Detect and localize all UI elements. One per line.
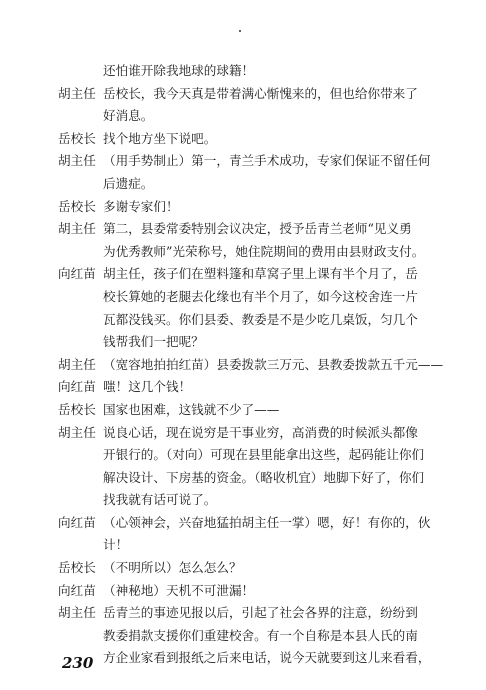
script-text-block	[58, 60, 470, 670]
dialogue-line	[58, 263, 470, 286]
dialogue-text: （心领神会，兴奋地猛拍胡主任一掌）嗯，好！有你的，伙	[103, 514, 431, 530]
dialogue-text: 钱帮我们一把呢？	[103, 334, 204, 350]
speaker-label	[58, 331, 103, 354]
speaker-label: 胡主任	[58, 356, 96, 372]
dialogue-text: 为优秀教师”光荣称号，她住院期间的费用由县财政支付。	[103, 243, 425, 259]
speaker-label: 岳校长	[58, 401, 96, 417]
speaker-label	[58, 625, 103, 648]
dialogue-line	[58, 286, 470, 309]
dialogue-text: 岳校长，我今天真是带着满心惭愧来的，但也给你带来了	[103, 85, 418, 101]
dialogue-line	[58, 467, 470, 490]
dialogue-text: 解决设计、下房基的资金。（略收机宜）地脚下好了，你们	[103, 469, 425, 485]
dialogue-text: 嗤！这几个钱！	[103, 379, 192, 395]
ink-speck	[239, 30, 241, 32]
dialogue-line	[58, 105, 470, 128]
speaker-label: 胡主任	[58, 424, 96, 440]
speaker-label: 岳校长	[58, 560, 96, 576]
dialogue-line	[58, 173, 470, 196]
dialogue-text: 国家也困难，这钱就不少了——	[103, 401, 280, 417]
speaker-label: 胡主任	[58, 221, 96, 237]
dialogue-text: 说良心话，现在说穷是干事业穷，高消费的时候派头都像	[103, 424, 418, 440]
speaker-label: 胡主任	[58, 153, 96, 169]
dialogue-line	[58, 625, 470, 648]
speaker-label	[58, 105, 103, 128]
speaker-label	[58, 173, 103, 196]
dialogue-line	[58, 534, 470, 557]
speaker-label	[58, 60, 103, 83]
dialogue-text: 瓦都没钱买。你们县委、教委是不是少吃几桌饭，匀几个	[103, 311, 418, 327]
dialogue-line	[58, 83, 470, 106]
dialogue-line	[58, 444, 470, 467]
speaker-label: 胡主任	[58, 85, 96, 101]
speaker-label: 向红苗	[58, 379, 96, 395]
page-number: 230	[62, 654, 94, 672]
dialogue-text: 岳青兰的事迹见报以后，引起了社会各界的注意，纷纷到	[103, 605, 418, 621]
dialogue-text: （宽容地拍拍红苗）县委拨款三万元、县教委拨款五千元——	[103, 356, 444, 372]
dialogue-text: 计！	[103, 537, 129, 553]
dialogue-text: 好消息。	[103, 108, 154, 124]
dialogue-line	[58, 580, 470, 603]
dialogue-text: 胡主任，孩子们在塑料篷和草窝子里上课有半个月了，岳	[103, 266, 418, 282]
dialogue-text: 还怕谁开除我地球的球籍！	[103, 63, 255, 78]
dialogue-text: 开银行的。（对向）可现在县里能拿出这些，起码能让你们	[103, 447, 425, 463]
dialogue-line	[58, 218, 470, 241]
dialogue-text: （神秘地）天机不可泄漏！	[103, 582, 255, 598]
dialogue-line	[58, 354, 470, 377]
speaker-label	[58, 241, 103, 264]
dialogue-line	[58, 489, 470, 512]
speaker-label: 胡主任	[58, 605, 96, 621]
dialogue-line	[58, 128, 470, 151]
dialogue-text: 找我就有话可说了。	[103, 492, 217, 508]
dialogue-line	[58, 647, 470, 670]
dialogue-line	[58, 422, 470, 445]
speaker-label: 向红苗	[58, 266, 96, 282]
dialogue-text: 第二，县委常委特别会议决定，授予岳青兰老师“见义勇	[103, 221, 412, 237]
speaker-label	[58, 286, 103, 309]
speaker-label: 向红苗	[58, 514, 96, 530]
dialogue-text: 后遗症。	[103, 175, 154, 191]
dialogue-text: 多谢专家们！	[103, 198, 179, 214]
speaker-label: 岳校长	[58, 130, 96, 146]
dialogue-text: 方企业家看到报纸之后来电话，说今天就要到这儿来看看，	[103, 650, 431, 666]
dialogue-text: 校长算她的老腿去化缘也有半个月了，如今这校舍连一片	[103, 288, 418, 304]
dialogue-line	[58, 60, 470, 83]
speaker-label	[58, 489, 103, 512]
dialogue-line	[58, 376, 470, 399]
dialogue-line	[58, 602, 470, 625]
speaker-label	[58, 534, 103, 557]
dialogue-text: 教委捐款支援你们重建校舍。有一个自称是本县人氏的南	[103, 627, 418, 643]
dialogue-line	[58, 399, 470, 422]
speaker-label	[58, 309, 103, 332]
dialogue-text: （用手势制止）第一，青兰手术成功，专家们保证不留任何	[103, 153, 431, 169]
dialogue-line	[58, 196, 470, 219]
dialogue-line	[58, 241, 470, 264]
dialogue-line	[58, 557, 470, 580]
dialogue-line	[58, 331, 470, 354]
speaker-label: 向红苗	[58, 582, 96, 598]
dialogue-text: （不明所以）怎么怎么？	[103, 560, 242, 576]
speaker-label: 岳校长	[58, 198, 96, 214]
dialogue-line	[58, 150, 470, 173]
speaker-label	[58, 467, 103, 490]
dialogue-text: 找个地方坐下说吧。	[103, 130, 217, 146]
dialogue-line	[58, 512, 470, 535]
speaker-label	[58, 444, 103, 467]
dialogue-line	[58, 309, 470, 332]
